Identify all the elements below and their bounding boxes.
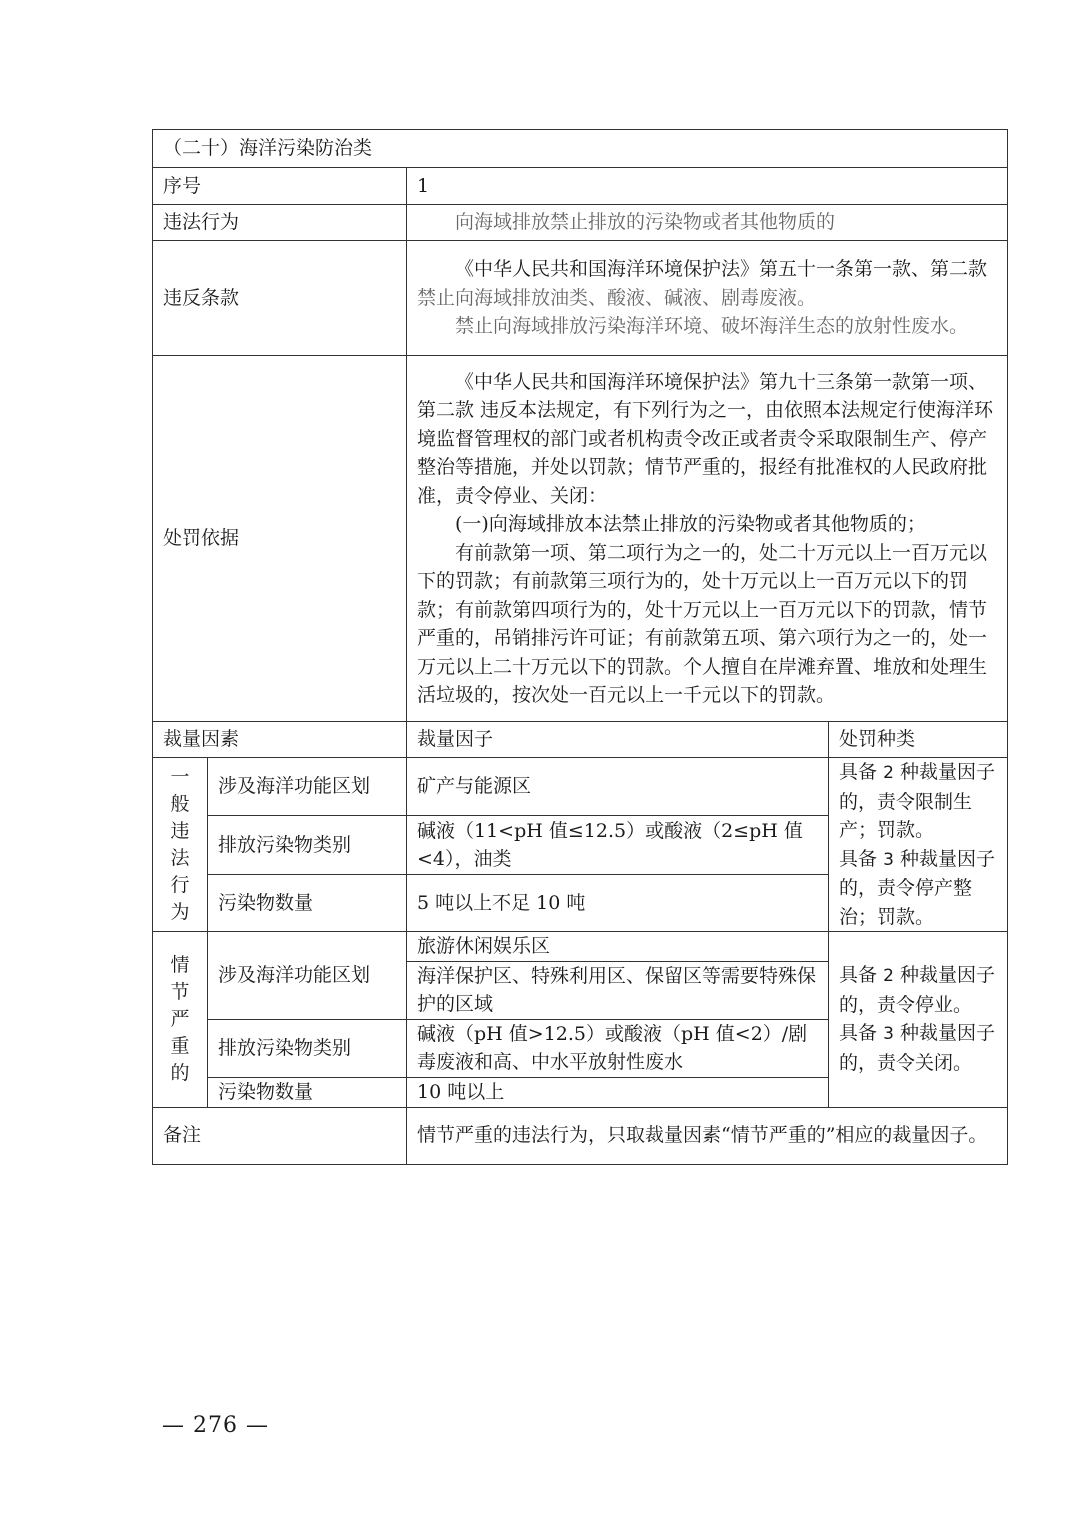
factor-header: 裁量因素 [153, 722, 407, 758]
serious-zone-value-1: 旅游休闲娱乐区 [407, 932, 829, 962]
general-pollutant-label: 排放污染物类别 [208, 816, 407, 875]
general-pollutant-value: 碱液（11<pH 值≤12.5）或酸液（2≤pH 值<4），油类 [407, 816, 829, 875]
clause-article: 《中华人民共和国海洋环境保护法》第五十一条第一款、第二款 [455, 258, 988, 281]
general-label-char: 违 [170, 819, 190, 842]
general-penalty-a-num: 2 [883, 763, 894, 783]
general-label-char: 一 [170, 765, 190, 788]
serious-penalty-a [839, 961, 997, 1019]
section-title: （二十）海洋污染防治类 [153, 130, 1008, 168]
serious-penalty-b-num: 3 [883, 1024, 894, 1045]
general-quantity-value: 5 吨以上不足 10 吨 [407, 875, 829, 932]
serious-penalty [829, 932, 1008, 1108]
general-penalty-b-num: 3 [883, 849, 894, 870]
penalty-table [152, 129, 1008, 1165]
general-violation-label [153, 758, 208, 932]
general-label-char: 法 [170, 846, 190, 869]
clause-value [407, 241, 1008, 356]
general-label-char: 行 [170, 873, 190, 896]
remark-value: 情节严重的违法行为，只取裁量因素“情节严重的”相应的裁量因子。 [407, 1107, 1008, 1164]
clause-paragraph-2: 禁止向海域排放污染海洋环境、破坏海洋生态的放射性废水。 [455, 315, 969, 338]
serious-label-char: 严 [170, 1007, 190, 1030]
penalty-header: 处罚种类 [829, 722, 1008, 758]
remark-label: 备注 [153, 1107, 407, 1164]
serious-zone-value-2: 海洋保护区、特殊利用区、保留区等需要特殊保护的区域 [407, 961, 829, 1019]
serious-penalty-a-post: 种裁量因子的，责令停业。 [839, 964, 995, 1016]
serious-label-char: 重 [170, 1034, 190, 1057]
serious-label-char: 情 [170, 953, 190, 976]
serious-penalty-a-num: 2 [883, 966, 894, 987]
general-label-char: 般 [170, 792, 190, 815]
serial-label: 序号 [153, 168, 407, 205]
general-zone-value: 矿产与能源区 [407, 758, 829, 816]
basis-label: 处罚依据 [153, 356, 407, 722]
general-zone-label: 涉及海洋功能区划 [208, 758, 407, 816]
serious-violation-label [153, 932, 208, 1108]
serious-pollutant-value: 碱液（pH 值>12.5）或酸液（pH 值<2）/剧毒废液和高、中水平放射性废水 [407, 1019, 829, 1077]
serious-quantity-value: 10 吨以上 [407, 1077, 829, 1107]
clause-prohibition-1: 禁止向海域排放油类、酸液、碱液、剧毒废液。 [417, 286, 817, 309]
serious-quantity-label: 污染物数量 [208, 1077, 407, 1107]
serious-pollutant-label: 排放污染物类别 [208, 1019, 407, 1077]
serious-zone-label: 涉及海洋功能区划 [208, 932, 407, 1020]
factor-item-header: 裁量因子 [407, 722, 829, 758]
general-penalty-a-post: 种裁量因子的，责令限制生产；罚款。 [839, 761, 995, 841]
serious-penalty-b [839, 1019, 997, 1077]
serial-value: 1 [407, 168, 1008, 205]
general-penalty-a-pre: 具备 [839, 761, 878, 783]
general-penalty-b [839, 845, 997, 932]
behavior-value [407, 205, 1008, 241]
basis-value [407, 356, 1008, 722]
general-quantity-label: 污染物数量 [208, 875, 407, 932]
basis-paragraph-1: 《中华人民共和国海洋环境保护法》第九十三条第一款第一项、第二款 违反本法规定，有下列行为之一，由依照本法规定行使海洋环境监督管理权的部门或者机构责令改正或者责令采取限制生产、停产整治等措施，并处以罚款；情节严重的，报经有批准权的人民政府批准，责令停业、关闭： [417, 370, 994, 507]
serious-penalty-b-pre: 具备 [839, 1022, 878, 1045]
general-label-char: 为 [170, 900, 190, 923]
serious-label-char: 节 [170, 980, 190, 1003]
serious-penalty-b-post: 种裁量因子的，责令关闭。 [839, 1022, 995, 1074]
page-number: — 276 — [162, 1413, 269, 1438]
clause-paragraph-1 [417, 255, 997, 312]
general-penalty [829, 758, 1008, 932]
clause-label: 违反条款 [153, 241, 407, 356]
general-penalty-a [839, 758, 997, 845]
serious-label-char: 的 [170, 1061, 190, 1084]
general-penalty-b-pre: 具备 [839, 847, 878, 870]
behavior-text: 向海域排放禁止排放的污染物或者其他物质的 [455, 211, 836, 234]
serious-penalty-a-pre: 具备 [839, 964, 878, 987]
behavior-label: 违法行为 [153, 205, 407, 241]
basis-paragraph-2: (一)向海域排放本法禁止排放的污染物或者其他物质的； [455, 513, 926, 535]
basis-paragraph-3: 有前款第一项、第二项行为之一的，处二十万元以上一百万元以下的罚款；有前款第三项行为的，处十万元以上一百万元以下的罚款；有前款第四项行为的，处十万元以上一百万元以下的罚款，情节严重的，吊销排污许可证；有前款第五项、第六项行为之一的，处一万元以上二十万元以下的罚款。个人擅自在岸滩弃置、堆放和处理生活垃圾的，按次处一百元以上一千元以下的罚款。 [417, 541, 988, 706]
general-penalty-b-post: 种裁量因子的，责令停产整治；罚款。 [839, 847, 995, 928]
